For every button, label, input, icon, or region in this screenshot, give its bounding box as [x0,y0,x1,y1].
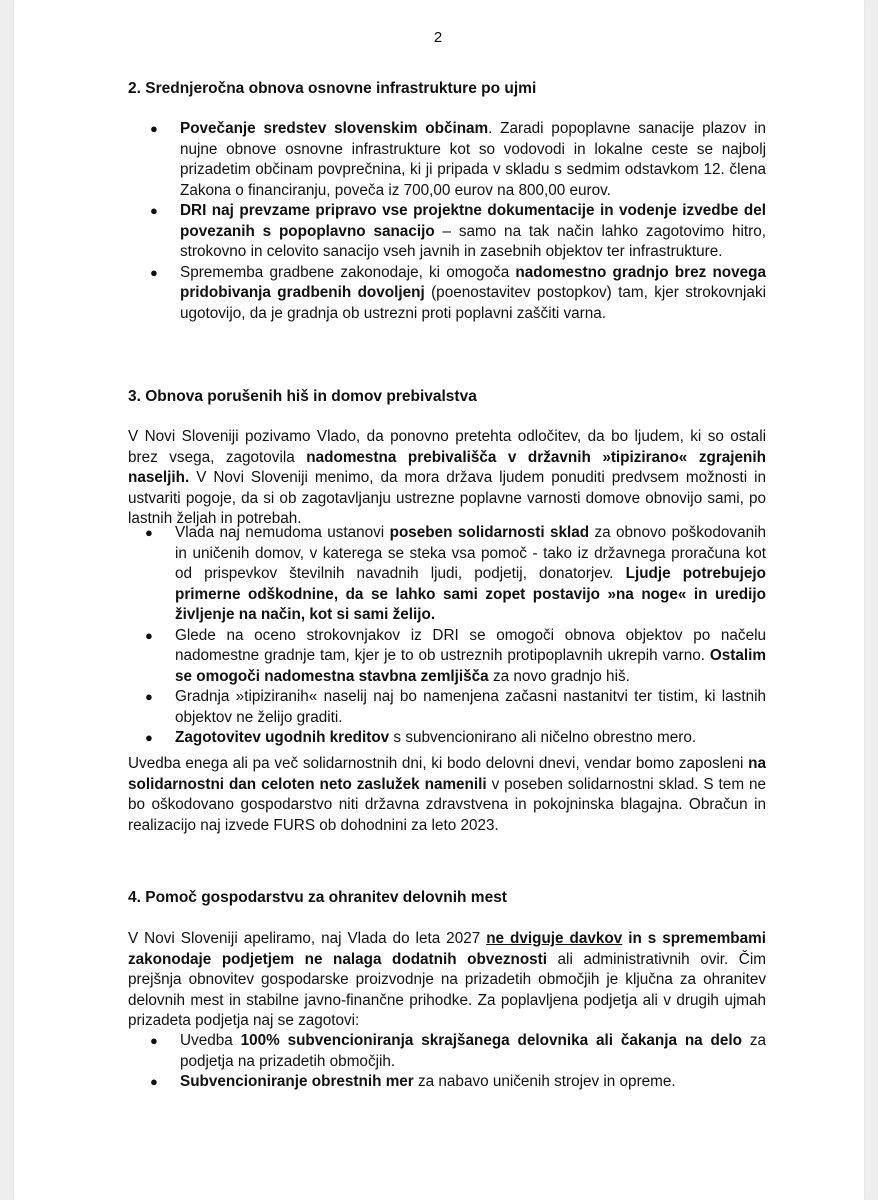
bold-text: Ostalim se omogoči nadomestna stavbna zemljišča [175,647,766,685]
section-3-intro [128,427,766,530]
text: . Zaradi popoplavne sanacije plazov in nujne obnove osnovne infrastrukture kot so vodovodi in lokalne ceste se najbolj prizadetim občinam povprečnina, ki ji pripada v skladu s sedmim odstavkom 12. člena Zakona o financiranju, poveča iz 700,00 eurov na 800,00 eurov. [180,120,766,199]
document-page [14,0,864,1200]
bold-text: poseben solidarnosti sklad [389,524,590,541]
text: za nabavo uničenih strojev in opreme. [413,1073,676,1090]
bullet-icon: ● [150,121,158,136]
text: (poenostavitev postopkov) tam, kjer strokovnjaki ugotovijo, da je gradnja ob ustrezni proti poplavni zaščiti varna. [180,284,766,322]
bullet-icon: ● [145,627,153,643]
bullet-icon: ● [150,1074,158,1089]
text: ali administrativnih ovir. Čim prejšnja obnovitev gospodarske proizvodnje na prizadetih območjih je ključna za ohranitev delovnih mest in stabilne javno-finančne prihodke. Za poplavljena podjetja ali v drugih ujmah prizadeta podjetja naj se zagotovi: [128,950,766,1029]
bullet-icon: ● [150,264,158,280]
bold-text: Povečanje sredstev slovenskim občinam [180,120,489,137]
list-item [123,728,766,749]
list-item [128,201,766,263]
bold-text: DRI naj prevzame pripravo vse projektne dokumentacije in vodenje izvedbe del povezanih s popoplavno sanacijo [180,202,766,240]
bold-text: Ljudje potrebujejo primerne odškodnine, da se lahko sami zopet postavijo »na noge« in uredijo življenje na način, kot si sami želijo. [175,565,766,623]
text: V Novi Sloveniji pozivamo Vlado, da ponovno pretehta odločitev, da bo ljudem, ki so ostali brez vsega, zagotovila [128,428,766,466]
text: s subvencionirano ali ničelno obrestno mero. [389,729,697,746]
section-3-outro [128,754,766,836]
list-item [128,1031,766,1072]
text: Glede na oceno strokovnjakov iz DRI se omogoči obnova objektov po načelu nadomestne gradnje tam, kjer je to ob ustreznih protipoplavnih ukrepih varno. [175,626,766,664]
section-4-heading: 4. Pomoč gospodarstvu za ohranitev delovnih mest [128,889,507,906]
text: V Novi Sloveniji menimo, da mora država ljudem ponuditi predvsem možnosti in ustvariti pogoje, da si ob zagotavljanju ustrezne poplavne varnosti domove obnovijo sami, po lastnih željah in potrebah. [128,469,766,527]
bold-text: nadomestna prebivališča v državnih »tipizirano« zgrajenih naseljih. [128,448,766,486]
text: za novo gradnjo hiš. [488,667,630,685]
text: Uvedba enega ali pa več solidarnostnih dni, ki bodo delovni dnevi, vendar bomo zaposleni [128,755,749,772]
section-2-heading: 2. Srednjeročna obnova osnovne infrastrukture po ujmi [128,80,537,97]
section-3-list [123,523,766,749]
bullet-icon: ● [150,1033,158,1048]
bold-text: Zagotovitev ugodnih kreditov [175,729,390,746]
bullet-icon: ● [145,689,153,704]
text: – samo na tak način lahko zagotovimo hitro, strokovno in celovito sanacijo vseh javnih in zasebnih objektov ter infrastrukture. [180,222,766,260]
text: V Novi Sloveniji apeliramo, naj Vlada do leta 2027 [128,930,487,947]
text: Gradnja »tipiziranih« naselij naj bo namenjena začasni nastanitvi ter tistim, ki lastnih objektov ne želijo graditi. [175,688,766,726]
list-item [128,1072,766,1093]
page-number: 2 [433,29,443,46]
section-4-intro [128,929,766,1032]
bold-text: 100% subvencioniranja skrajšanega delovnika ali čakanja na delo [240,1032,742,1049]
text: Uvedba [180,1032,241,1049]
section-3-heading: 3. Obnova porušenih hiš in domov prebivalstva [128,388,477,405]
text: Sprememba gradbene zakonodaje, ki omogoča [180,263,516,281]
bullet-icon: ● [150,203,158,218]
text: v poseben solidarnostni sklad. S tem ne bo oškodovano gospodarstvo niti državna zdravstvena in pokojninska blagajna. Obračun in realizacijo naj izvede FURS ob dohodnini za leto 2023. [128,775,766,834]
bullet-icon: ● [145,730,153,745]
section-4-list [128,1031,766,1093]
bullet-icon: ● [145,525,153,540]
text: Vlada naj nemudoma ustanovi [175,524,390,541]
bold-text: na solidarnostni dan celoten neto zaslužek namenili [128,755,766,793]
section-2-list [128,119,766,324]
text: za obnovo poškodovanih in uničenih domov, v katerega se steka vsa pomoč - tako iz državnega proračuna kot od prispevkov številnih navadnih ljudi, podjetij, donatorjev. [175,524,766,582]
underlined-bold-text: ne dviguje davkov [486,930,623,947]
text: za podjetja na prizadetih območjih. [180,1032,766,1070]
list-item [123,523,766,626]
list-item [123,687,766,728]
list-item [128,263,766,325]
list-item [128,119,766,201]
bold-text: in s spremembami zakonodaje podjetjem ne nalaga dodatnih obveznosti [128,930,766,968]
bold-text: Subvencioniranje obrestnih mer [180,1073,414,1090]
list-item [123,626,766,688]
bold-text: nadomestno gradnjo brez novega pridobivanja gradbenih dovoljenj [180,263,767,301]
